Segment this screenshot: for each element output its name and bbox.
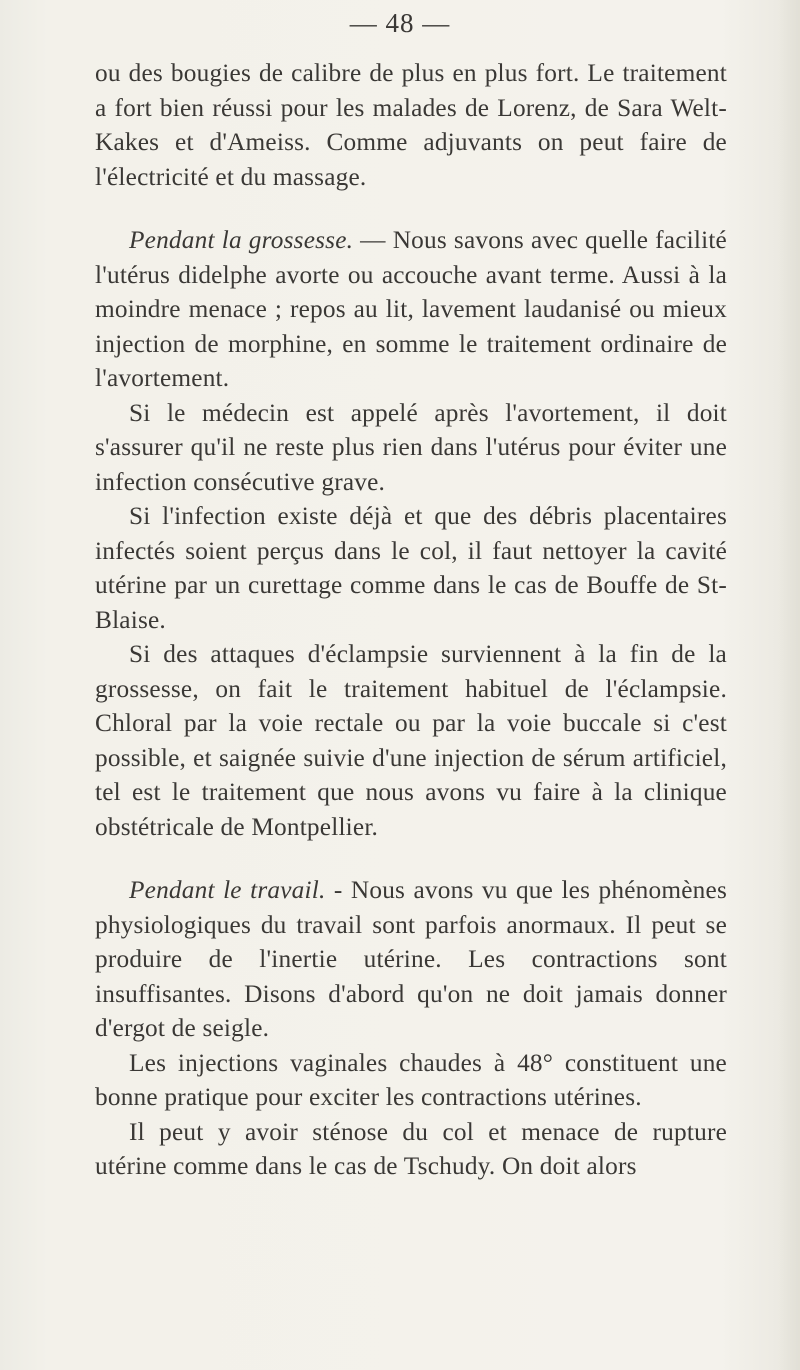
paragraph-4-text: Si l'infection existe déjà et que des débris placentaires infectés soient perçus dans le col, il faut nettoyer la cavité utérine par un curettage comme dans le cas de Bouffe de St-Blaise. xyxy=(95,502,727,634)
paragraph-8-text: Il peut y avoir sténose du col et menace de rupture utérine comme dans le cas de Tschudy. On doit alors xyxy=(95,1117,727,1180)
paragraph-5 xyxy=(95,637,727,844)
paragraph-7-text: Les injections vaginales chaudes à 48° constituent une bonne pratique pour exciter les contractions utérines. xyxy=(95,1048,727,1111)
paragraph-8 xyxy=(95,1115,727,1184)
paragraph-3-text: Si le médecin est appelé après l'avortement, il doit s'assurer qu'il ne reste plus rien dans l'utérus pour éviter une infection consécutive grave. xyxy=(95,398,727,496)
section-heading-travail: Pendant le travail. xyxy=(129,876,326,904)
paragraph-6-text: - Nous avons vu que les phénomènes physiologiques du travail sont parfois anormaux. Il peut se produire de l'inertie utérine. Les contractions sont insuffisantes. Disons d'abord qu'on ne doit jamais donner d'ergot de seigle. xyxy=(95,876,727,1042)
paragraph-4 xyxy=(95,499,727,637)
paragraph-5-text: Si des attaques d'éclampsie surviennent à la fin de la grossesse, on fait le traitement habituel de l'éclampsie. Chloral par la voie rectale ou par la voie buccale si c'est possible, et saignée suivie d'une injection de sérum artificiel, tel est le traitement que nous avons vu faire à la clinique obstétricale de Montpellier. xyxy=(95,640,727,841)
paragraph-1 xyxy=(95,56,727,194)
paragraph-2-text: — Nous savons avec quelle facilité l'utérus didelphe avorte ou accouche avant terme. Aussi à la moindre menace ; repos au lit, lavement laudanisé ou mieux injection de morphine, en somme le traitement ordinaire de l'avortement. xyxy=(95,226,727,392)
section-heading-grossesse: Pendant la grossesse. xyxy=(129,226,354,254)
paragraph-6 xyxy=(95,873,727,1046)
page-edge-shadow xyxy=(778,0,800,1370)
page-number: — 48 — xyxy=(349,8,451,38)
paragraph-1-text: ou des bougies de calibre de plus en plus fort. Le traitement a fort bien réussi pour les malades de Lorenz, de Sara Welt-Kakes et d'Ameiss. Comme adjuvants on peut faire de l'électricité et du massage. xyxy=(95,59,727,191)
paragraph-2 xyxy=(95,223,727,396)
body-text xyxy=(95,56,727,1184)
paragraph-7 xyxy=(95,1046,727,1115)
paragraph-3 xyxy=(95,396,727,500)
